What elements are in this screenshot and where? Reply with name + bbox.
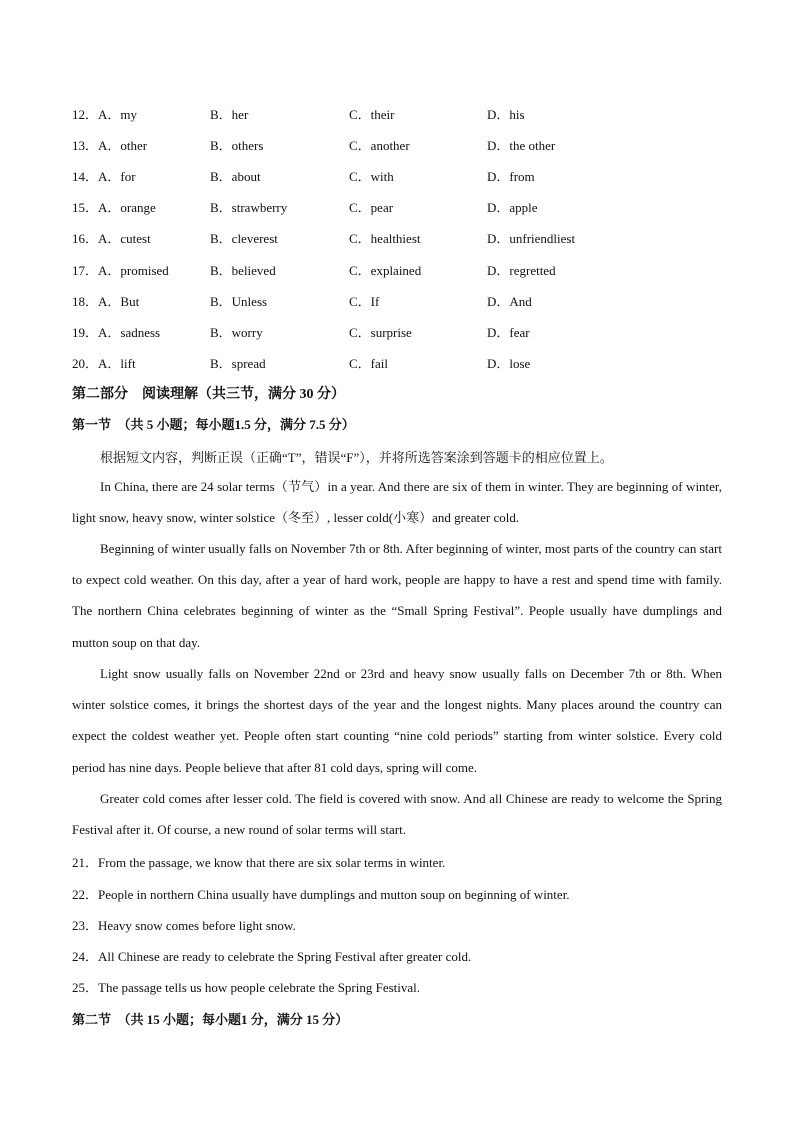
option-b: B．cleverest — [210, 231, 278, 246]
statement: 24．All Chinese are ready to celebrate the Spring Festival after greater cold. — [72, 949, 472, 964]
option-a: 19．A．sadness — [72, 325, 161, 340]
option-d: D．And — [487, 294, 532, 309]
option-c: C．pear — [349, 200, 394, 215]
option-b: B．her — [210, 107, 249, 122]
passage-paragraph: Greater cold comes after lesser cold. The field is covered with snow. And all Chinese are ready to welcome the Spring Festival after it. Of course, a new round of solar terms will start. — [72, 791, 722, 838]
option-d: D．apple — [487, 200, 538, 215]
option-a: 17．A．promised — [72, 263, 169, 278]
passage-paragraph: Light snow usually falls on November 22nd or 23rd and heavy snow usually falls on December 7th or 8th. When winter solstice comes, it brings the shortest days of the year and the longest nights. Many places around the country can expect the coldest weather yet. People often start counting “nine cold periods” starting from winter solstice. Every cold period has nine days. People believe that after 81 cold days, spring will come. — [72, 666, 722, 775]
option-c: C．fail — [349, 356, 388, 371]
option-a: 20．A．lift — [72, 356, 136, 371]
statement: 25．The passage tells us how people celebrate the Spring Festival. — [72, 980, 421, 995]
question-row — [72, 260, 732, 280]
option-b: B．Unless — [210, 294, 268, 309]
option-d: D．regretted — [487, 263, 556, 278]
question-row — [72, 228, 732, 248]
statement: 23．Heavy snow comes before light snow. — [72, 918, 296, 933]
option-d: D．from — [487, 169, 535, 184]
part2-heading: 第二部分 阅读理解（共三节，满分 30 分） — [72, 387, 345, 402]
option-c: C．with — [349, 169, 394, 184]
option-a: 16．A．cutest — [72, 231, 151, 246]
option-d: D．unfriendliest — [487, 231, 576, 246]
option-c: C．If — [349, 294, 380, 309]
option-b: B．worry — [210, 325, 263, 340]
option-a: 13．A．other — [72, 138, 148, 153]
passage-paragraph: In China, there are 24 solar terms（节气）in a year. And there are six of them in winter. They are beginning of winter, light snow, heavy snow, winter solstice（冬至）, lesser cold(小寒）and greater cold. — [72, 479, 722, 526]
option-b: B．strawberry — [210, 200, 288, 215]
option-c: C．surprise — [349, 325, 412, 340]
section2-heading: 第二节 （共 15 小题；每小题1 分，满分 15 分） — [72, 1012, 349, 1027]
option-b: B．believed — [210, 263, 276, 278]
question-row — [72, 197, 732, 217]
option-c: C．explained — [349, 263, 422, 278]
option-c: C．another — [349, 138, 410, 153]
option-d: D．his — [487, 107, 525, 122]
statement: 21．From the passage, we know that there are six solar terms in winter. — [72, 855, 446, 870]
option-a: 15．A．orange — [72, 200, 156, 215]
question-row — [72, 104, 732, 124]
option-c: C．healthiest — [349, 231, 421, 246]
question-row — [72, 166, 732, 186]
question-row — [72, 353, 732, 373]
option-d: D．the other — [487, 138, 556, 153]
option-b: B．about — [210, 169, 261, 184]
question-row — [72, 291, 732, 311]
instruction: 根据短文内容，判断正误（正确“T”，错误“F”），并将所选答案涂到答题卡的相应位置上。 — [100, 450, 613, 465]
passage-paragraph: Beginning of winter usually falls on November 7th or 8th. After beginning of winter, most parts of the country can start to expect cold weather. On this day, after a year of hard work, people are happy to have a rest and spend time with family. The northern China celebrates beginning of winter as the “Small Spring Festival”. People usually have dumplings and mutton soup on that day. — [72, 541, 722, 650]
option-b: B．others — [210, 138, 264, 153]
statement: 22．People in northern China usually have dumplings and mutton soup on beginning of winter. — [72, 887, 570, 902]
option-a: 14．A．for — [72, 169, 136, 184]
question-row — [72, 322, 732, 342]
option-d: D．fear — [487, 325, 530, 340]
option-a: 18．A．But — [72, 294, 140, 309]
option-c: C．their — [349, 107, 395, 122]
section1-heading: 第一节 （共 5 小题；每小题1.5 分，满分 7.5 分） — [72, 417, 355, 432]
option-d: D．lose — [487, 356, 531, 371]
option-b: B．spread — [210, 356, 266, 371]
question-row — [72, 135, 732, 155]
option-a: 12．A．my — [72, 107, 138, 122]
